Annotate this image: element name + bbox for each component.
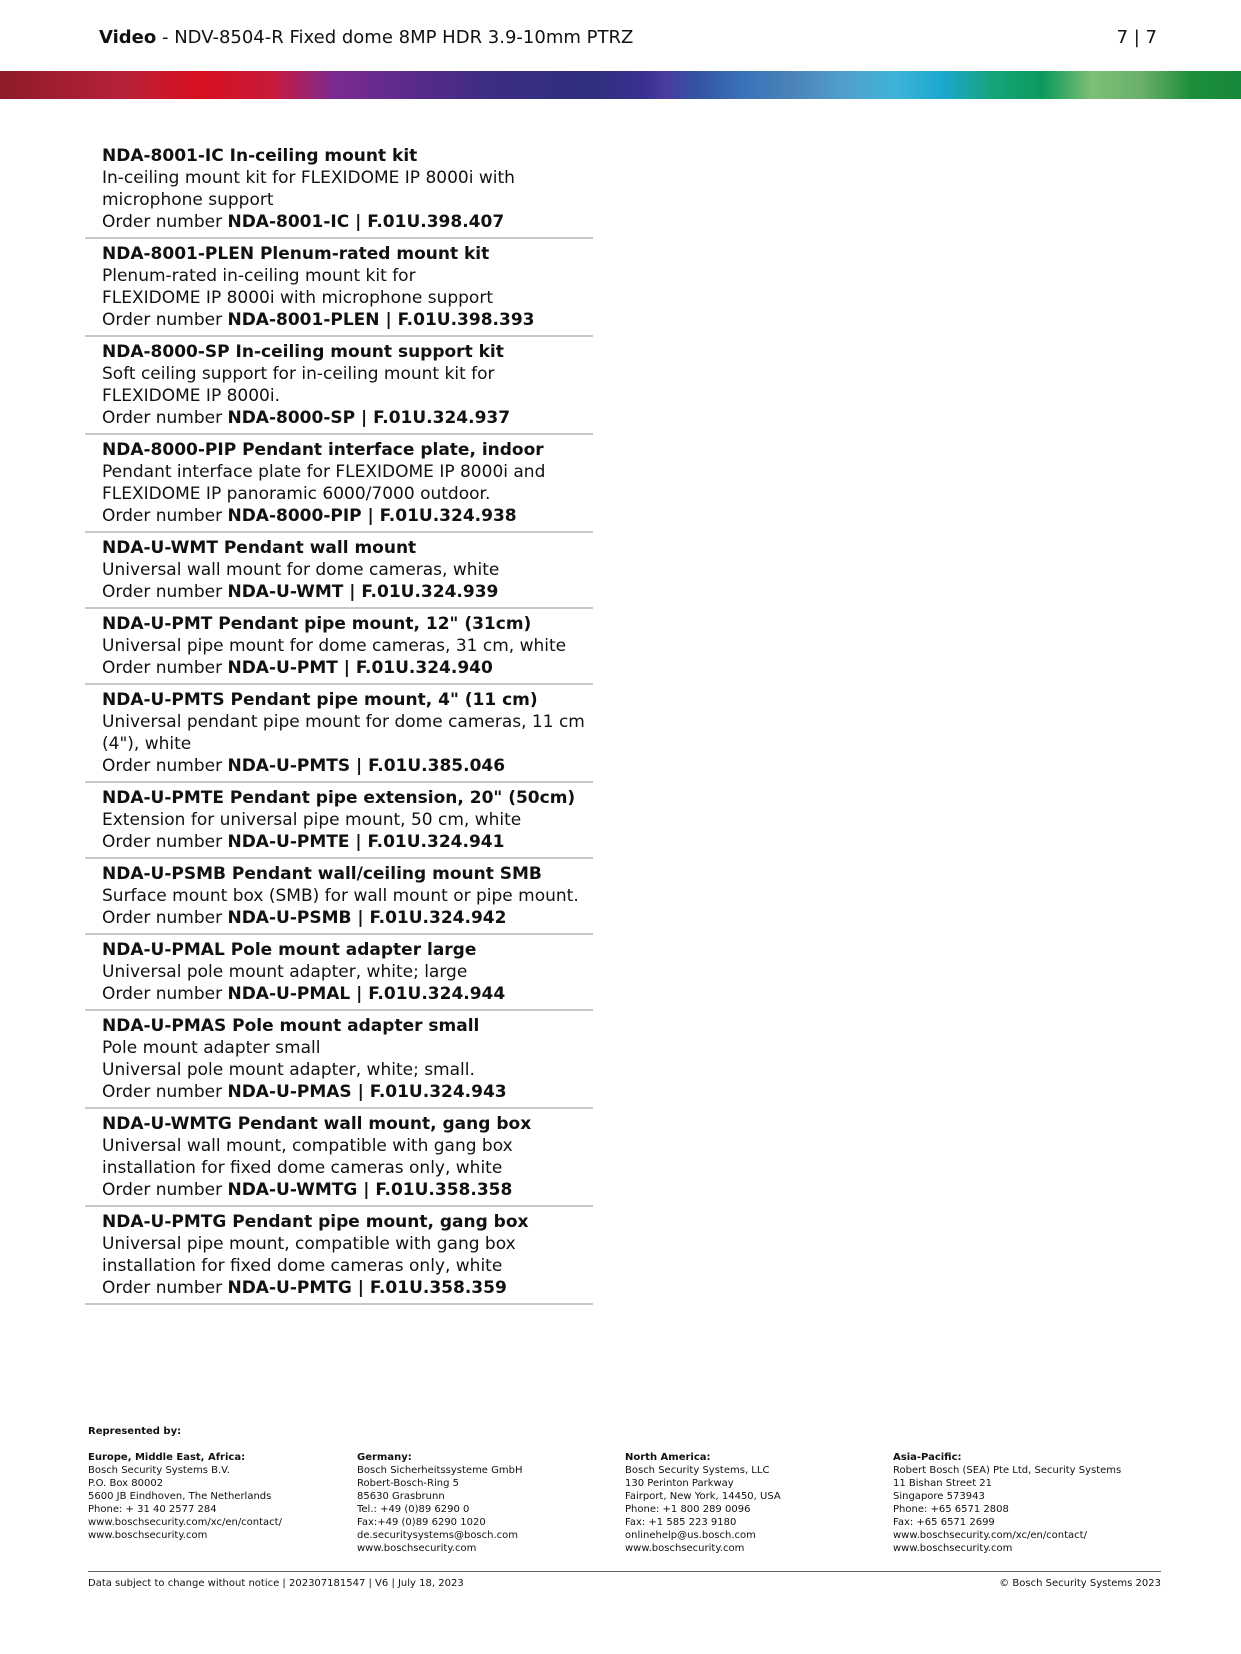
order-code: NDA-U-WMT | F.01U.324.939 [227, 582, 499, 602]
region-address-line: www.boschsecurity.com/xc/en/contact/ [88, 1517, 282, 1528]
item-order-number [102, 211, 593, 233]
item-title: NDA-U-PSMB Pendant wall/ceiling mount SMB [102, 864, 542, 884]
order-label: Order number [102, 756, 228, 776]
region-address-line: Bosch Security Systems, LLC [625, 1465, 770, 1476]
order-code: NDA-U-WMTG | F.01U.358.358 [227, 1180, 513, 1200]
list-item [85, 337, 593, 435]
footer-disclaimer: Data subject to change without notice | 202307181547 | V6 | July 18, 2023 [88, 1578, 464, 1589]
footer-copyright: © Bosch Security Systems 2023 [999, 1578, 1161, 1589]
item-description: Plenum-rated in-ceiling mount kit for [102, 266, 416, 286]
item-order-number [102, 309, 593, 331]
item-title: NDA-U-PMT Pendant pipe mount, 12" (31cm) [102, 614, 532, 634]
order-code: NDA-U-PMAL | F.01U.324.944 [227, 984, 506, 1004]
region-address-line: onlinehelp@us.bosch.com [625, 1530, 756, 1541]
represented-by-heading: Represented by: [88, 1426, 182, 1437]
region-address-line: Bosch Sicherheitssysteme GmbH [357, 1465, 523, 1476]
brand-color-bar [0, 71, 1241, 99]
item-description: Soft ceiling support for in-ceiling mount kit for [102, 364, 495, 384]
item-title: NDA-8000-PIP Pendant interface plate, indoor [102, 440, 544, 460]
region-address-line: Robert Bosch (SEA) Pte Ltd, Security Systems [893, 1465, 1122, 1476]
item-title: NDA-U-WMTG Pendant wall mount, gang box [102, 1114, 532, 1134]
item-title: NDA-U-PMTS Pendant pipe mount, 4" (11 cm) [102, 690, 538, 710]
accessory-list [85, 141, 593, 1305]
order-label: Order number [102, 1082, 228, 1102]
header-title: - NDV-8504-R Fixed dome 8MP HDR 3.9-10mm PTRZ [156, 27, 634, 48]
item-description: In-ceiling mount kit for FLEXIDOME IP 8000i with [102, 168, 515, 188]
region-address-line: P.O. Box 80002 [88, 1478, 164, 1489]
region-contact [357, 1451, 617, 1555]
list-item [85, 935, 593, 1011]
item-order-number [102, 907, 593, 929]
item-description: Universal pole mount adapter, white; large [102, 962, 468, 982]
item-description: (4"), white [102, 734, 192, 754]
item-description: Universal pendant pipe mount for dome cameras, 11 cm [102, 712, 585, 732]
order-code: NDA-8000-SP | F.01U.324.937 [227, 408, 511, 428]
order-label: Order number [102, 582, 228, 602]
region-address-line: Bosch Security Systems B.V. [88, 1465, 230, 1476]
order-code: NDA-8000-PIP | F.01U.324.938 [227, 506, 517, 526]
region-address-line: Fax:+49 (0)89 6290 1020 [357, 1517, 486, 1528]
region-contact [893, 1451, 1153, 1555]
order-label: Order number [102, 1278, 228, 1298]
item-order-number [102, 1081, 593, 1103]
region-address-line: 11 Bishan Street 21 [893, 1478, 993, 1489]
item-description: Pole mount adapter small [102, 1038, 321, 1058]
item-order-number [102, 831, 593, 853]
item-description: Pendant interface plate for FLEXIDOME IP 8000i and [102, 462, 546, 482]
order-code: NDA-U-PMTE | F.01U.324.941 [227, 832, 505, 852]
item-description: FLEXIDOME IP 8000i with microphone support [102, 288, 493, 308]
item-order-number [102, 1277, 593, 1299]
list-item [85, 435, 593, 533]
list-item [85, 533, 593, 609]
item-title: NDA-8000-SP In-ceiling mount support kit [102, 342, 504, 362]
order-code: NDA-8001-PLEN | F.01U.398.393 [227, 310, 535, 330]
list-item [85, 783, 593, 859]
list-item [85, 141, 593, 239]
item-description: installation for fixed dome cameras only, white [102, 1158, 503, 1178]
order-label: Order number [102, 310, 228, 330]
region-name: Asia-Pacific: [893, 1452, 962, 1463]
region-address-line: 130 Perinton Parkway [625, 1478, 734, 1489]
header-category: Video [99, 27, 157, 48]
region-name: North America: [625, 1452, 711, 1463]
item-title: NDA-U-PMAL Pole mount adapter large [102, 940, 477, 960]
region-contact [88, 1451, 348, 1542]
region-address-line: Fairport, New York, 14450, USA [625, 1491, 781, 1502]
order-code: NDA-U-PMTS | F.01U.385.046 [227, 756, 506, 776]
item-description: Universal pipe mount, compatible with gang box [102, 1234, 516, 1254]
list-item [85, 1207, 593, 1305]
region-address-line: de.securitysystems@bosch.com [357, 1530, 519, 1541]
item-title: NDA-8001-IC In-ceiling mount kit [102, 146, 418, 166]
item-title: NDA-U-PMAS Pole mount adapter small [102, 1016, 480, 1036]
item-description: microphone support [102, 190, 274, 210]
region-address-line: Fax: +65 6571 2699 [893, 1517, 995, 1528]
item-description: FLEXIDOME IP panoramic 6000/7000 outdoor. [102, 484, 491, 504]
region-name: Germany: [357, 1452, 412, 1463]
item-description: FLEXIDOME IP 8000i. [102, 386, 280, 406]
item-description: Extension for universal pipe mount, 50 cm, white [102, 810, 522, 830]
item-description: installation for fixed dome cameras only, white [102, 1256, 503, 1276]
list-item [85, 1109, 593, 1207]
region-address-line: www.boschsecurity.com [88, 1530, 208, 1541]
order-label: Order number [102, 984, 228, 1004]
page-header [99, 27, 633, 48]
region-address-line: 85630 Grasbrunn [357, 1491, 445, 1502]
item-title: NDA-U-PMTG Pendant pipe mount, gang box [102, 1212, 529, 1232]
item-order-number [102, 657, 593, 679]
order-code: NDA-U-PSMB | F.01U.324.942 [227, 908, 507, 928]
order-label: Order number [102, 506, 228, 526]
item-description: Surface mount box (SMB) for wall mount or pipe mount. [102, 886, 579, 906]
order-code: NDA-8001-IC | F.01U.398.407 [227, 212, 505, 232]
item-description: Universal pole mount adapter, white; small. [102, 1060, 475, 1080]
item-order-number [102, 581, 593, 603]
order-label: Order number [102, 832, 228, 852]
order-label: Order number [102, 658, 228, 678]
list-item [85, 859, 593, 935]
item-order-number [102, 1179, 593, 1201]
item-title: NDA-U-PMTE Pendant pipe extension, 20" (50cm) [102, 788, 576, 808]
item-description: Universal wall mount, compatible with gang box [102, 1136, 513, 1156]
region-address-line: Phone: + 31 40 2577 284 [88, 1504, 217, 1515]
region-address-line: Fax: +1 585 223 9180 [625, 1517, 737, 1528]
region-address-line: www.boschsecurity.com [893, 1543, 1013, 1554]
order-code: NDA-U-PMAS | F.01U.324.943 [227, 1082, 507, 1102]
region-address-line: Singapore 573943 [893, 1491, 985, 1502]
order-label: Order number [102, 908, 228, 928]
region-address-line: www.boschsecurity.com [625, 1543, 745, 1554]
region-contact [625, 1451, 885, 1555]
region-name: Europe, Middle East, Africa: [88, 1452, 246, 1463]
region-address-line: www.boschsecurity.com [357, 1543, 477, 1554]
region-address-line: Tel.: +49 (0)89 6290 0 [357, 1504, 470, 1515]
list-item [85, 609, 593, 685]
region-address-line: Phone: +1 800 289 0096 [625, 1504, 751, 1515]
item-order-number [102, 505, 593, 527]
item-order-number [102, 983, 593, 1005]
item-title: NDA-U-WMT Pendant wall mount [102, 538, 417, 558]
list-item [85, 685, 593, 783]
item-description: Universal pipe mount for dome cameras, 31 cm, white [102, 636, 567, 656]
list-item [85, 239, 593, 337]
item-order-number [102, 407, 593, 429]
region-address-line: Phone: +65 6571 2808 [893, 1504, 1009, 1515]
item-order-number [102, 755, 593, 777]
region-address-line: Robert-Bosch-Ring 5 [357, 1478, 459, 1489]
item-description: Universal wall mount for dome cameras, white [102, 560, 500, 580]
order-label: Order number [102, 212, 228, 232]
order-code: NDA-U-PMTG | F.01U.358.359 [227, 1278, 507, 1298]
order-code: NDA-U-PMT | F.01U.324.940 [227, 658, 493, 678]
footer-divider [88, 1571, 1161, 1572]
item-title: NDA-8001-PLEN Plenum-rated mount kit [102, 244, 490, 264]
page-number: 7 | 7 [1116, 27, 1157, 48]
order-label: Order number [102, 1180, 228, 1200]
region-address-line: 5600 JB Eindhoven, The Netherlands [88, 1491, 272, 1502]
list-item [85, 1011, 593, 1109]
region-address-line: www.boschsecurity.com/xc/en/contact/ [893, 1530, 1087, 1541]
order-label: Order number [102, 408, 228, 428]
